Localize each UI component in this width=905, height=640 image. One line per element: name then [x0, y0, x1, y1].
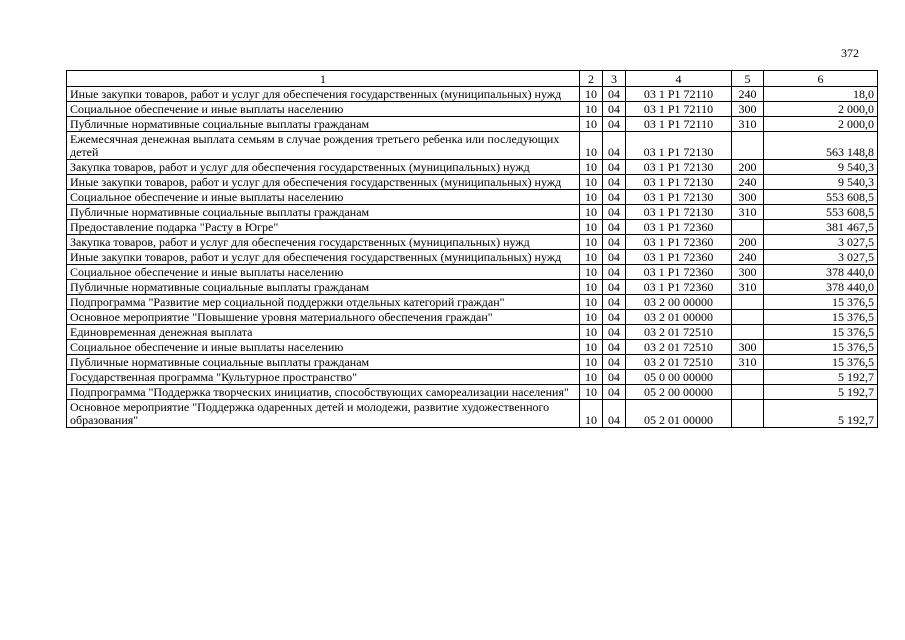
column-header-sum: 6 — [764, 71, 878, 87]
table-row — [67, 265, 878, 280]
table-row — [67, 87, 878, 102]
row-vr-cell: 240 — [732, 87, 764, 102]
row-csr-cell: 03 1 P1 72360 — [626, 250, 732, 265]
row-name-cell: Предоставление подарка "Расту в Югре" — [67, 220, 580, 235]
row-subsection-cell: 04 — [603, 385, 626, 400]
table-row — [67, 295, 878, 310]
row-subsection-cell: 04 — [603, 205, 626, 220]
row-vr-cell: 310 — [732, 355, 764, 370]
row-name-cell: Основное мероприятие "Повышение уровня материального обеспечения граждан" — [67, 310, 580, 325]
row-section-cell: 10 — [580, 235, 603, 250]
row-csr-cell: 05 2 00 00000 — [626, 385, 732, 400]
budget-table — [66, 70, 878, 428]
row-section-cell: 10 — [580, 205, 603, 220]
table-row — [67, 340, 878, 355]
row-vr-cell: 240 — [732, 175, 764, 190]
row-csr-cell: 03 1 P1 72130 — [626, 205, 732, 220]
row-sum-cell: 9 540,3 — [764, 160, 878, 175]
row-vr-cell: 240 — [732, 250, 764, 265]
row-subsection-cell: 04 — [603, 190, 626, 205]
row-section-cell: 10 — [580, 160, 603, 175]
row-name-cell: Публичные нормативные социальные выплаты гражданам — [67, 205, 580, 220]
row-section-cell: 10 — [580, 370, 603, 385]
row-subsection-cell: 04 — [603, 87, 626, 102]
row-csr-cell: 03 2 01 72510 — [626, 355, 732, 370]
table-row — [67, 160, 878, 175]
row-subsection-cell: 04 — [603, 340, 626, 355]
row-section-cell: 10 — [580, 385, 603, 400]
row-sum-cell: 553 608,5 — [764, 205, 878, 220]
row-name-cell: Социальное обеспечение и иные выплаты населению — [67, 265, 580, 280]
row-csr-cell: 03 1 P1 72360 — [626, 280, 732, 295]
table-row — [67, 235, 878, 250]
row-vr-cell — [732, 132, 764, 160]
row-sum-cell: 15 376,5 — [764, 310, 878, 325]
row-subsection-cell: 04 — [603, 370, 626, 385]
row-sum-cell: 378 440,0 — [764, 280, 878, 295]
row-csr-cell: 03 1 P1 72110 — [626, 117, 732, 132]
row-subsection-cell: 04 — [603, 235, 626, 250]
row-vr-cell — [732, 325, 764, 340]
table-row — [67, 175, 878, 190]
row-section-cell: 10 — [580, 355, 603, 370]
table-row — [67, 102, 878, 117]
row-subsection-cell: 04 — [603, 310, 626, 325]
row-csr-cell: 03 1 P1 72360 — [626, 265, 732, 280]
row-section-cell: 10 — [580, 175, 603, 190]
row-name-cell: Социальное обеспечение и иные выплаты населению — [67, 102, 580, 117]
table-row — [67, 190, 878, 205]
row-vr-cell: 200 — [732, 160, 764, 175]
row-csr-cell: 03 1 P1 72130 — [626, 190, 732, 205]
row-vr-cell — [732, 220, 764, 235]
row-name-cell: Иные закупки товаров, работ и услуг для обеспечения государственных (муниципальных) нужд — [67, 175, 580, 190]
row-vr-cell — [732, 385, 764, 400]
row-subsection-cell: 04 — [603, 250, 626, 265]
row-vr-cell — [732, 310, 764, 325]
row-vr-cell: 200 — [732, 235, 764, 250]
row-csr-cell: 03 1 P1 72130 — [626, 132, 732, 160]
row-sum-cell: 2 000,0 — [764, 117, 878, 132]
row-csr-cell: 03 1 P1 72130 — [626, 160, 732, 175]
row-subsection-cell: 04 — [603, 220, 626, 235]
row-subsection-cell: 04 — [603, 117, 626, 132]
row-sum-cell: 563 148,8 — [764, 132, 878, 160]
column-header-name: 1 — [67, 71, 580, 87]
row-csr-cell: 03 2 01 72510 — [626, 340, 732, 355]
table-row — [67, 400, 878, 428]
row-section-cell: 10 — [580, 265, 603, 280]
row-name-cell: Публичные нормативные социальные выплаты гражданам — [67, 355, 580, 370]
table-row — [67, 280, 878, 295]
row-section-cell: 10 — [580, 117, 603, 132]
row-section-cell: 10 — [580, 295, 603, 310]
row-subsection-cell: 04 — [603, 355, 626, 370]
row-sum-cell: 9 540,3 — [764, 175, 878, 190]
row-sum-cell: 15 376,5 — [764, 325, 878, 340]
row-name-cell: Иные закупки товаров, работ и услуг для обеспечения государственных (муниципальных) нужд — [67, 250, 580, 265]
row-sum-cell: 553 608,5 — [764, 190, 878, 205]
row-csr-cell: 03 1 P1 72360 — [626, 220, 732, 235]
row-sum-cell: 3 027,5 — [764, 235, 878, 250]
row-sum-cell: 18,0 — [764, 87, 878, 102]
table-row — [67, 205, 878, 220]
row-sum-cell: 15 376,5 — [764, 340, 878, 355]
row-section-cell: 10 — [580, 102, 603, 117]
row-vr-cell — [732, 400, 764, 428]
row-name-cell: Публичные нормативные социальные выплаты гражданам — [67, 117, 580, 132]
row-vr-cell: 310 — [732, 117, 764, 132]
row-section-cell: 10 — [580, 340, 603, 355]
row-sum-cell: 3 027,5 — [764, 250, 878, 265]
row-name-cell: Ежемесячная денежная выплата семьям в случае рождения третьего ребенка или последующих детей — [67, 132, 580, 160]
row-vr-cell: 300 — [732, 340, 764, 355]
row-csr-cell: 03 2 01 72510 — [626, 325, 732, 340]
row-name-cell: Закупка товаров, работ и услуг для обеспечения государственных (муниципальных) нужд — [67, 235, 580, 250]
row-vr-cell: 310 — [732, 205, 764, 220]
row-vr-cell: 310 — [732, 280, 764, 295]
table-row — [67, 325, 878, 340]
row-name-cell: Социальное обеспечение и иные выплаты населению — [67, 340, 580, 355]
row-csr-cell: 03 1 P1 72110 — [626, 87, 732, 102]
row-csr-cell: 05 0 00 00000 — [626, 370, 732, 385]
row-csr-cell: 03 1 P1 72360 — [626, 235, 732, 250]
row-sum-cell: 2 000,0 — [764, 102, 878, 117]
row-section-cell: 10 — [580, 310, 603, 325]
table-row — [67, 132, 878, 160]
row-csr-cell: 03 2 00 00000 — [626, 295, 732, 310]
row-vr-cell — [732, 295, 764, 310]
column-header-csr: 4 — [626, 71, 732, 87]
row-section-cell: 10 — [580, 132, 603, 160]
row-name-cell: Иные закупки товаров, работ и услуг для обеспечения государственных (муниципальных) нужд — [67, 87, 580, 102]
table-row — [67, 220, 878, 235]
column-header-vr: 5 — [732, 71, 764, 87]
row-sum-cell: 5 192,7 — [764, 385, 878, 400]
table-row — [67, 310, 878, 325]
row-name-cell: Социальное обеспечение и иные выплаты населению — [67, 190, 580, 205]
row-subsection-cell: 04 — [603, 295, 626, 310]
row-sum-cell: 5 192,7 — [764, 370, 878, 385]
row-subsection-cell: 04 — [603, 160, 626, 175]
column-header-subsection: 3 — [603, 71, 626, 87]
column-header-section: 2 — [580, 71, 603, 87]
row-sum-cell: 15 376,5 — [764, 355, 878, 370]
row-section-cell: 10 — [580, 220, 603, 235]
row-section-cell: 10 — [580, 87, 603, 102]
row-csr-cell: 03 1 P1 72130 — [626, 175, 732, 190]
row-sum-cell: 15 376,5 — [764, 295, 878, 310]
row-section-cell: 10 — [580, 250, 603, 265]
row-csr-cell: 05 2 01 00000 — [626, 400, 732, 428]
row-name-cell: Публичные нормативные социальные выплаты гражданам — [67, 280, 580, 295]
row-name-cell: Подпрограмма "Поддержка творческих инициатив, способствующих самореализации населения" — [67, 385, 580, 400]
row-name-cell: Основное мероприятие "Поддержка одаренных детей и молодежи, развитие художественного образования" — [67, 400, 580, 428]
row-vr-cell — [732, 370, 764, 385]
row-name-cell: Единовременная денежная выплата — [67, 325, 580, 340]
row-vr-cell: 300 — [732, 190, 764, 205]
row-sum-cell: 5 192,7 — [764, 400, 878, 428]
table-row — [67, 385, 878, 400]
table-row — [67, 355, 878, 370]
row-sum-cell: 381 467,5 — [764, 220, 878, 235]
row-csr-cell: 03 1 P1 72110 — [626, 102, 732, 117]
row-name-cell: Подпрограмма "Развитие мер социальной поддержки отдельных категорий граждан" — [67, 295, 580, 310]
page-number: 372 — [841, 46, 859, 60]
row-section-cell: 10 — [580, 400, 603, 428]
row-subsection-cell: 04 — [603, 102, 626, 117]
row-section-cell: 10 — [580, 190, 603, 205]
row-subsection-cell: 04 — [603, 280, 626, 295]
table-row — [67, 370, 878, 385]
row-name-cell: Государственная программа "Культурное пространство" — [67, 370, 580, 385]
row-vr-cell: 300 — [732, 265, 764, 280]
row-csr-cell: 03 2 01 00000 — [626, 310, 732, 325]
table-header-row — [67, 71, 878, 87]
row-sum-cell: 378 440,0 — [764, 265, 878, 280]
row-subsection-cell: 04 — [603, 400, 626, 428]
row-subsection-cell: 04 — [603, 265, 626, 280]
table-row — [67, 250, 878, 265]
row-subsection-cell: 04 — [603, 132, 626, 160]
table-row — [67, 117, 878, 132]
row-section-cell: 10 — [580, 325, 603, 340]
row-section-cell: 10 — [580, 280, 603, 295]
row-subsection-cell: 04 — [603, 175, 626, 190]
row-subsection-cell: 04 — [603, 325, 626, 340]
row-vr-cell: 300 — [732, 102, 764, 117]
row-name-cell: Закупка товаров, работ и услуг для обеспечения государственных (муниципальных) нужд — [67, 160, 580, 175]
